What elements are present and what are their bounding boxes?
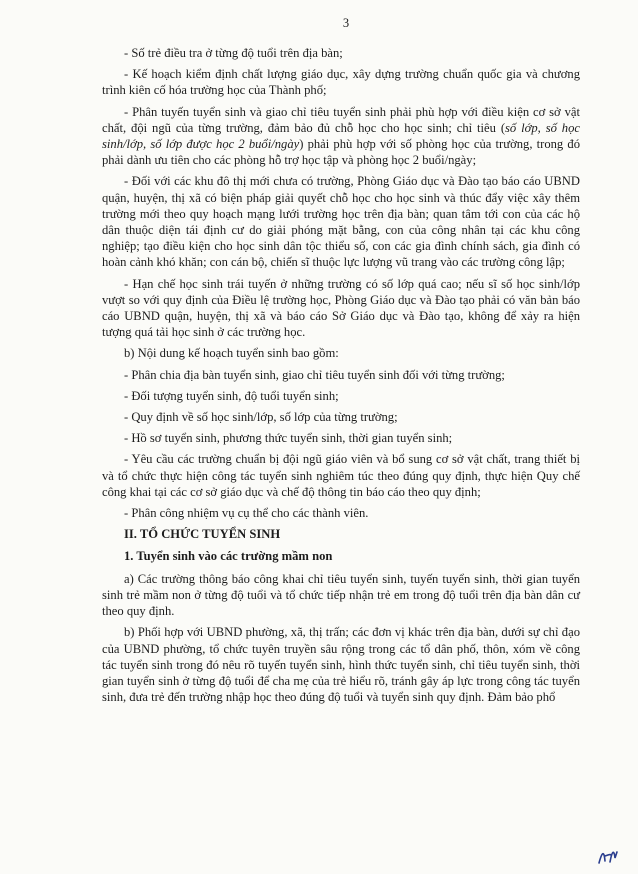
paragraph-survey-children: - Số trẻ điều tra ở từng độ tuổi trên địa bàn; <box>124 46 343 60</box>
list-item-class-size: - Quy định về số học sinh/lớp, số lớp của từng trường; <box>124 410 398 425</box>
list-item-assignment: - Phân công nhiệm vụ cụ thể cho các thành viên. <box>124 506 369 521</box>
paragraph-kindergarten-a: a) Các trường thông báo công khai chỉ tiêu tuyển sinh, tuyến tuyển sinh, thời gian tuyển sinh trẻ mầm non ở từng độ tuổi và tổ chức tiếp nhận trẻ em trong độ tuổi trên địa bàn dân cư theo quy định. <box>102 571 580 619</box>
list-item-zones: - Phân chia địa bàn tuyển sinh, giao chỉ tiêu tuyển sinh đối với từng trường; <box>124 367 505 382</box>
paragraph-plan-content: b) Nội dung kế hoạch tuyển sinh bao gồm: <box>124 346 339 361</box>
paragraph-kindergarten-b: b) Phối hợp với UBND phường, xã, thị trấn; các đơn vị khác trên địa bàn, dưới sự chỉ đạo của UBND phường, tổ chức tuyên truyền sâu rộng trong các tổ dân phố, thôn, xóm về công tác tuyển sinh trong đó nêu rõ tuyến tuyển sinh, hình thức tuyển sinh, chỉ tiêu tuyển sinh, thời gian tuyển sinh ở từng độ tuổi để cha mẹ của trẻ hiểu rõ, tránh gây áp lực trong công tác tuyển sinh, đưa trẻ đến trường nhập học theo đúng độ tuổi và tuyển sinh quy định. Đảm bảo phổ <box>102 625 580 705</box>
list-item-subjects: - Đối tượng tuyển sinh, độ tuổi tuyển sinh; <box>124 388 339 403</box>
page-number: 3 <box>342 16 350 30</box>
paragraph-quality-plan: - Kế hoạch kiểm định chất lượng giáo dục, xây dựng trường chuẩn quốc gia và chương trình kiên cố hóa trường học của Thành phố; <box>102 67 580 98</box>
list-item-dossier: - Hồ sơ tuyển sinh, phương thức tuyển sinh, thời gian tuyển sinh; <box>124 431 453 446</box>
section-heading: II. TỔ CHỨC TUYỂN SINH <box>124 527 281 542</box>
subsection-heading: 1. Tuyển sinh vào các trường mầm non <box>124 549 333 564</box>
quota-italic: số lớp, số học sinh/lớp, số lớp được học 2 buổi/ngày <box>102 120 580 152</box>
quota-tail: ) phải phù hợp với số phòng học của trường, trong đó phải dành ưu tiên cho các phòng hỗ trợ học tập và phòng học 2 buổi/ngày; <box>102 137 580 168</box>
paragraph-new-urban-areas: - Đối với các khu đô thị mới chưa có trường, Phòng Giáo dục và Đào tạo báo cáo UBND quận, huyện, thị xã có biện pháp giải quyết chỗ học cho học sinh và thúc đẩy việc xây thêm trường mới theo quy hoạch mạng lưới trường học trên địa bàn; quan tâm tới con của các hộ dân thuộc diện tái định cư do giải phóng mặt bằng, con của công nhân tại các khu công nghiệp; tạo điều kiện cho học sinh dân tộc thiểu số, con các gia đình chính sách, gia đình có hoàn cảnh khó khăn; con cán bộ, chiến sĩ thuộc lực lượng vũ trang vào các trường công lập; <box>102 174 580 270</box>
paragraph-quota <box>102 104 580 169</box>
list-item-requirements: - Yêu cầu các trường chuẩn bị đội ngũ giáo viên và bổ sung cơ sở vật chất, trang thiết bị và tổ chức thực hiện công tác tuyển sinh nghiêm túc theo đúng quy định, thực hiện Quy chế công khai tại các cơ sở giáo dục và chế độ thông tin báo cáo theo quy định; <box>102 452 580 499</box>
quota-lead: - Phân tuyến tuyển sinh và giao chỉ tiêu tuyển sinh phải phù hợp với điều kiện cơ sở vật chất, đội ngũ của từng trường, đảm bảo đủ chỗ học cho học sinh; chỉ tiêu ( <box>102 104 580 135</box>
initials-signature-icon <box>596 846 620 866</box>
paragraph-limit-out-of-zone: - Hạn chế học sinh trái tuyến ở những trường có số lớp quá cao; nếu sĩ số học sinh/lớp vượt so với quy định của Điều lệ trường học, Phòng Giáo dục và Đào tạo phải có văn bản báo cáo UBND quận, huyện, thị xã và báo cáo Sở Giáo dục và Đào tạo, không để xảy ra hiện tượng quá tải học sinh ở các trường học. <box>102 276 580 340</box>
